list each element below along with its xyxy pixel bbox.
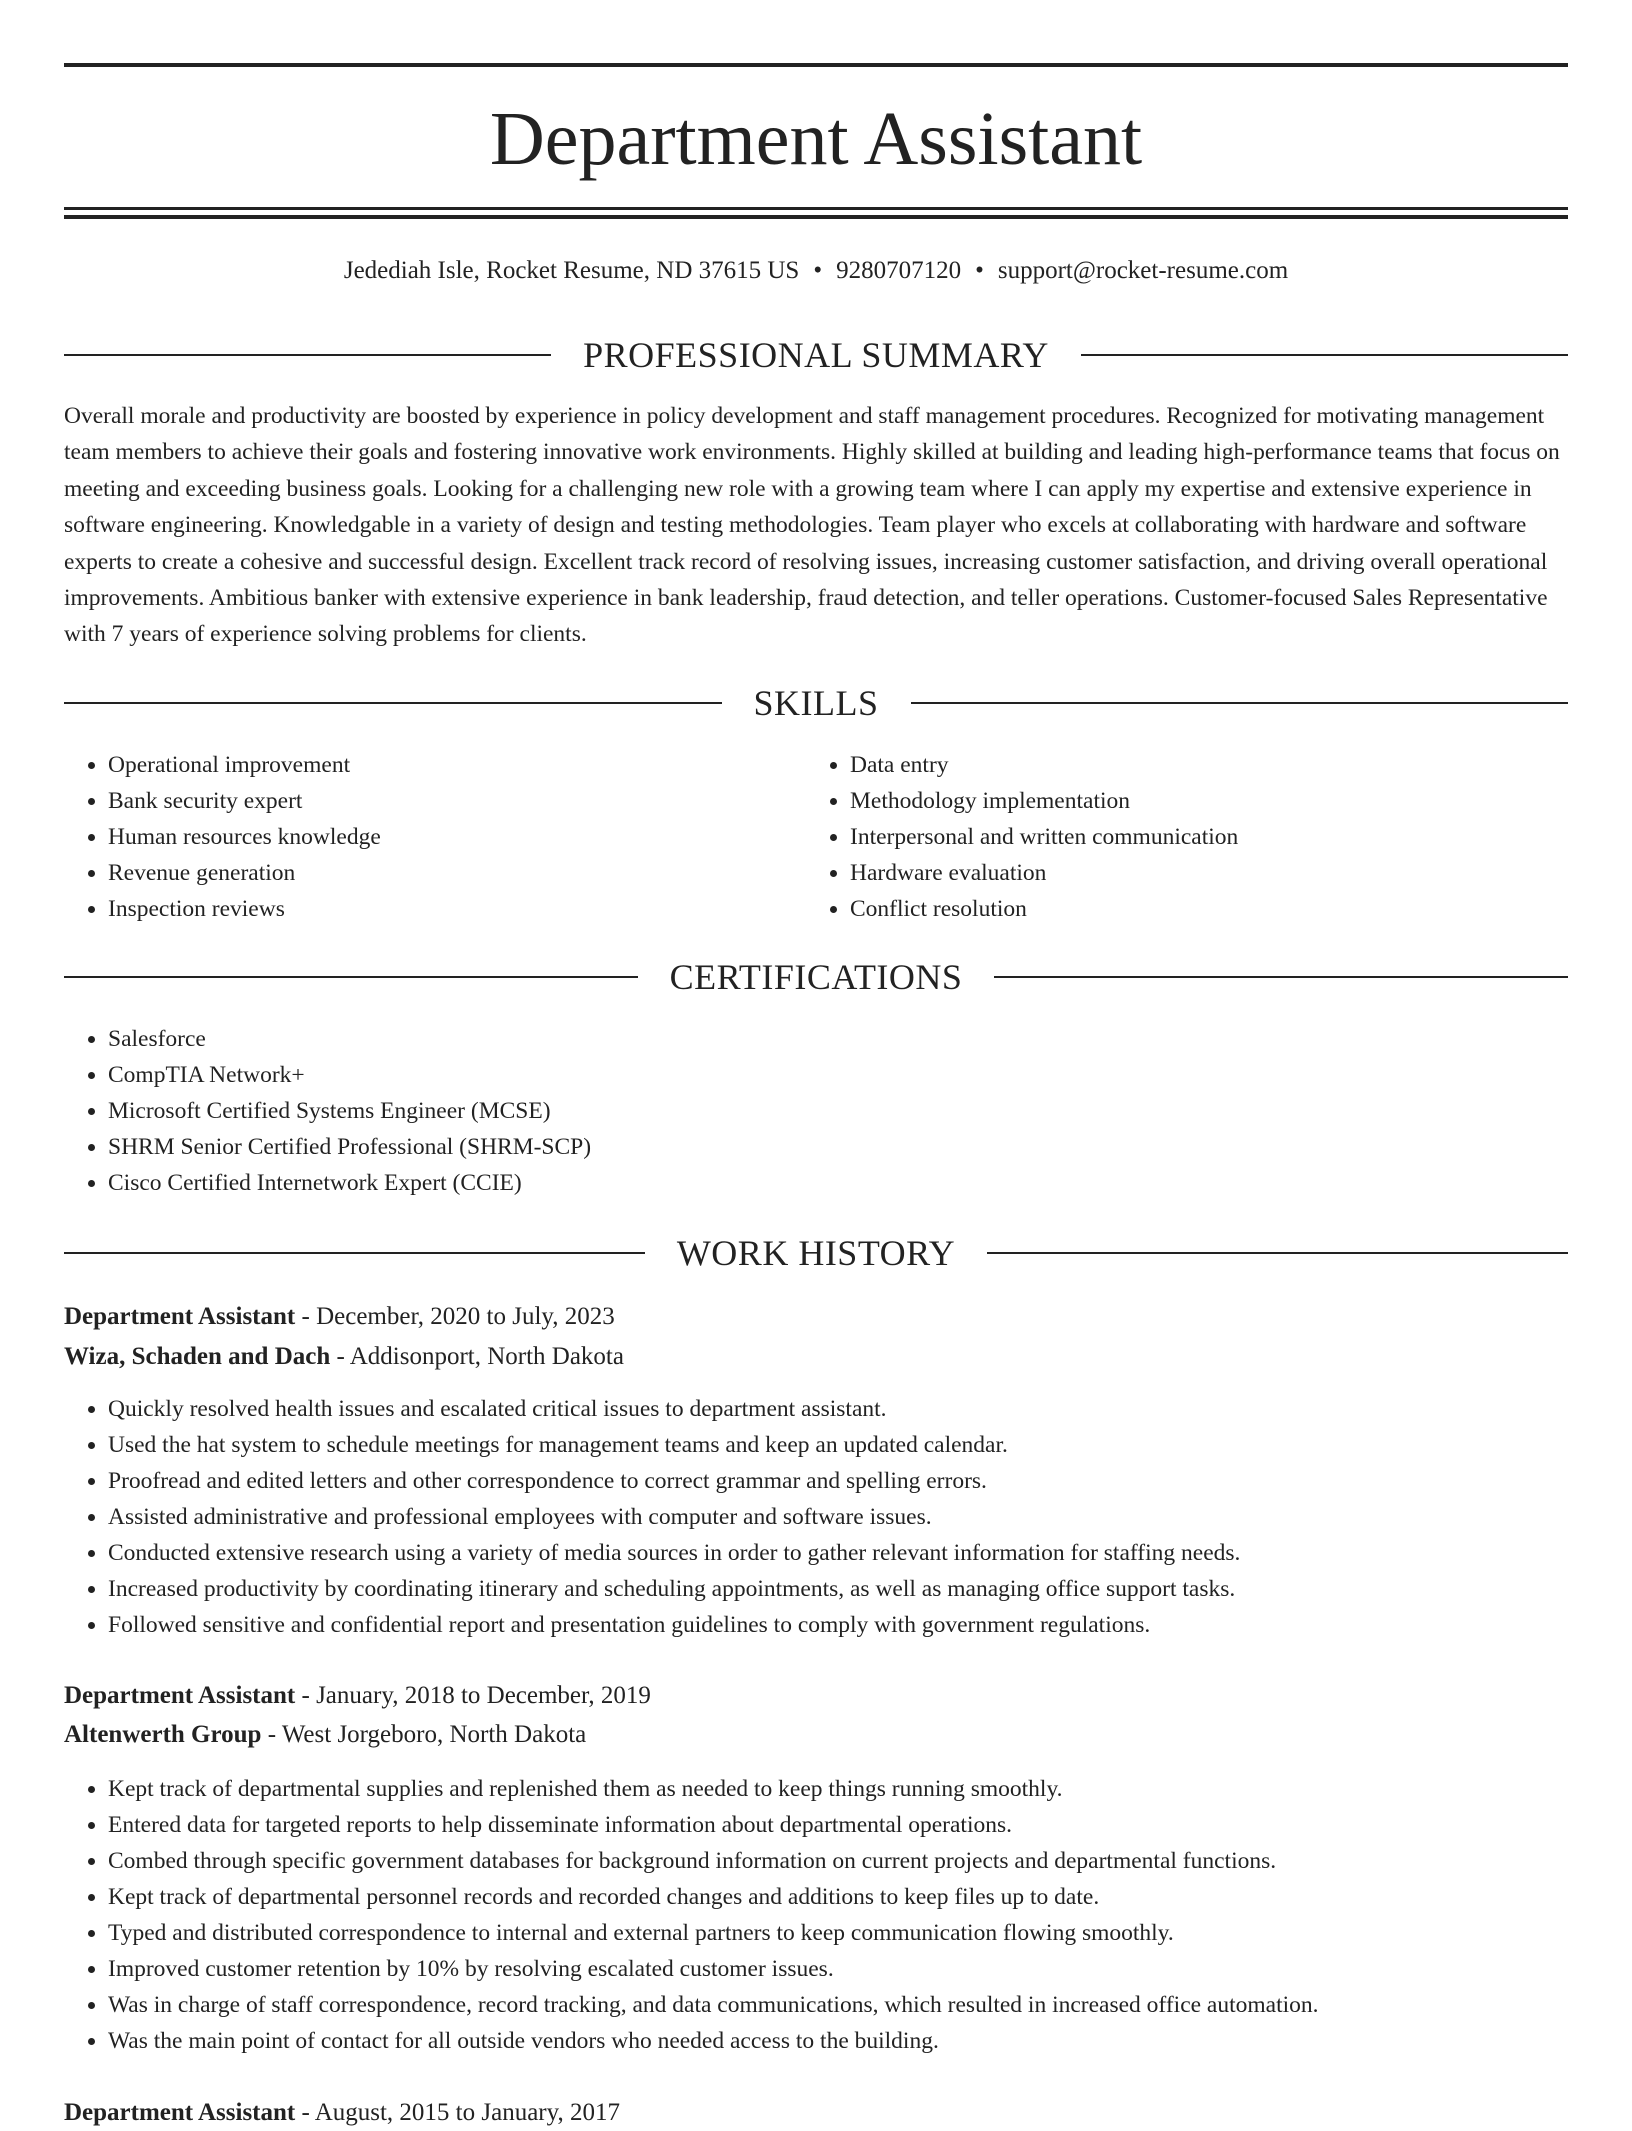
summary-text: Overall morale and productivity are boosted by experience in policy development and staff management procedures. Recognized for motivating management team members to achieve their goals and fostering innovative work environments. Highly skilled at building and leading high-performance teams that focus on meeting and exceeding business goals. Looking for a challenging new role with a growing team where I can apply my expertise and extensive experience in software engineering. Knowledgable in a variety of design and testing methodologies. Team player who excels at collaborating with hardware and software experts to create a cohesive and successful design. Excellent track record of resolving issues, increasing customer satisfaction, and driving overall operational improvements. Ambitious banker with extensive experience in bank leadership, fraud detection, and teller operations. Customer-focused Sales Representative with 7 years of experience solving problems for clients. — [64, 403, 1560, 648]
divider-line — [911, 702, 1569, 704]
job-title-line — [64, 1678, 1568, 1714]
certification-item: • CompTIA Network+ — [108, 1057, 1568, 1093]
job-title: Department Assistant — [64, 1303, 296, 1330]
divider-line — [987, 1252, 1568, 1254]
contact-phone: 9280707120 — [836, 257, 962, 284]
contact-separator: • — [813, 257, 823, 284]
section-title: PROFESSIONAL SUMMARY — [583, 335, 1049, 375]
document-title: Department Assistant — [489, 97, 1143, 181]
skill-item: • Inspection reviews — [108, 891, 808, 927]
job-dates: - January, 2018 to December, 2019 — [295, 1682, 651, 1709]
duty-item: • Conducted extensive research using a variety of media sources in order to gather relevant information for staffing needs. — [108, 1535, 1568, 1571]
job-location: - West Jorgeboro, North Dakota — [261, 1721, 587, 1748]
divider-line — [64, 354, 551, 356]
duty-item: • Proofread and edited letters and other correspondence to correct grammar and spelling errors. — [108, 1463, 1568, 1499]
job-dates: - December, 2020 to July, 2023 — [295, 1303, 615, 1330]
skill-item: • Operational improvement — [108, 747, 808, 783]
duty-item: • Kept track of departmental supplies and replenished them as needed to keep things running smoothly. — [108, 1771, 1568, 1807]
duty-item: • Typed and distributed correspondence to internal and external partners to keep communication flowing smoothly. — [108, 1915, 1568, 1951]
job-company-line — [64, 1717, 1568, 1753]
job-duties-list — [64, 1391, 1568, 1643]
divider-line — [64, 1252, 645, 1254]
divider-line — [1081, 354, 1568, 356]
duty-item: • Was the main point of contact for all outside vendors who needed access to the building. — [108, 2023, 1568, 2059]
skill-item: • Hardware evaluation — [850, 855, 1610, 891]
duty-item: • Quickly resolved health issues and escalated critical issues to department assistant. — [108, 1391, 1568, 1427]
duty-item: • Followed sensitive and confidential report and presentation guidelines to comply with government regulations. — [108, 1607, 1568, 1643]
title-rule-lower — [64, 215, 1568, 219]
divider-line — [994, 976, 1568, 978]
duty-item: • Combed through specific government databases for background information on current projects and departmental functions. — [108, 1843, 1568, 1879]
skill-item: • Interpersonal and written communication — [850, 819, 1610, 855]
job-company: Altenwerth Group — [64, 1721, 262, 1748]
certification-item: • Salesforce — [108, 1021, 1568, 1057]
duty-item: • Improved customer retention by 10% by resolving escalated customer issues. — [108, 1951, 1568, 1987]
section-title: WORK HISTORY — [676, 1233, 956, 1273]
contact-line — [64, 254, 1568, 288]
skill-item: • Revenue generation — [108, 855, 808, 891]
job-location: - Addisonport, North Dakota — [330, 1343, 624, 1370]
certification-item: • SHRM Senior Certified Professional (SHRM-SCP) — [108, 1129, 1568, 1165]
skills-list-left — [64, 747, 808, 927]
contact-email: support@rocket-resume.com — [997, 257, 1289, 284]
duty-item: • Assisted administrative and professional employees with computer and software issues. — [108, 1499, 1568, 1535]
duty-item: • Kept track of departmental personnel records and recorded changes and additions to keep files up to date. — [108, 1879, 1568, 1915]
skill-item: • Conflict resolution — [850, 891, 1610, 927]
contact-address: Jedediah Isle, Rocket Resume, ND 37615 US — [343, 257, 800, 284]
certifications-list — [64, 1021, 1568, 1201]
job-company-line — [64, 1339, 1568, 1375]
title-rule-upper — [64, 207, 1568, 210]
skills-list-right — [806, 747, 1610, 927]
skill-item: • Methodology implementation — [850, 783, 1610, 819]
summary-heading — [64, 333, 1568, 377]
certifications-heading — [64, 955, 1568, 999]
duty-item: • Entered data for targeted reports to help disseminate information about departmental operations. — [108, 1807, 1568, 1843]
duty-item: • Used the hat system to schedule meetings for management teams and keep an updated calendar. — [108, 1427, 1568, 1463]
duty-item: • Was in charge of staff correspondence, record tracking, and data communications, which resulted in increased office automation. — [108, 1987, 1568, 2023]
job-title-line — [64, 1299, 1568, 1335]
job-title: Department Assistant — [64, 2099, 296, 2126]
contact-separator: • — [975, 257, 984, 284]
duty-item: • Increased productivity by coordinating itinerary and scheduling appointments, as well as managing office support tasks. — [108, 1571, 1568, 1607]
job-title: Department Assistant — [64, 1682, 296, 1709]
certification-item: • Microsoft Certified Systems Engineer (MCSE) — [108, 1093, 1568, 1129]
section-title: CERTIFICATIONS — [669, 957, 963, 997]
work-history-heading — [64, 1231, 1568, 1275]
skill-item: • Bank security expert — [108, 783, 808, 819]
job-duties-list — [64, 1771, 1568, 2059]
job-company: Wiza, Schaden and Dach — [64, 1343, 331, 1370]
section-title: SKILLS — [753, 683, 879, 723]
top-rule — [64, 63, 1568, 67]
skill-item: • Data entry — [850, 747, 1610, 783]
certification-item: • Cisco Certified Internetwork Expert (CCIE) — [108, 1165, 1568, 1201]
divider-line — [64, 702, 722, 704]
skill-item: • Human resources knowledge — [108, 819, 808, 855]
divider-line — [64, 976, 638, 978]
job-dates: - August, 2015 to January, 2017 — [295, 2099, 620, 2126]
job-title-line — [64, 2095, 1568, 2131]
skills-heading — [64, 681, 1568, 725]
